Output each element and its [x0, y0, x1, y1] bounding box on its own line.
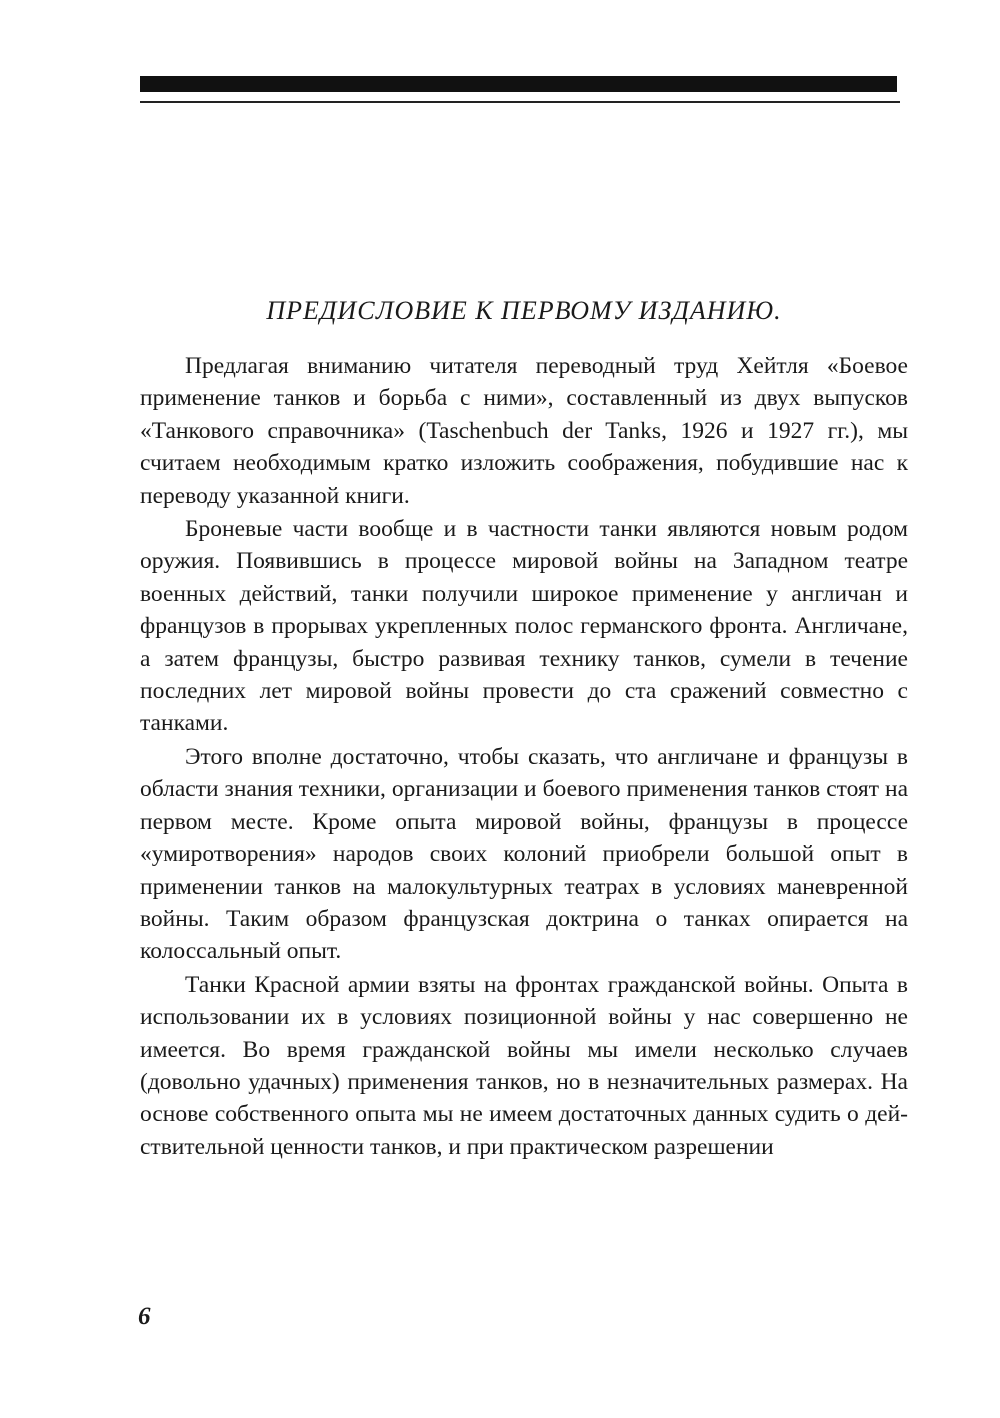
paragraph-3: Этого вполне достаточно, чтобы сказать, что англичане и французы в области знания техники, организации и боевого применения танков стоят на первом месте. Кроме опыта мировой войны, французы в процессе «умиротворения» народов своих колоний приобрели большой опыт в применении танков на малокультурных театрах в условиях маневренной войны. Таким образом французская доктрина о танках опирается на колоссальный опыт. [140, 743, 908, 965]
paragraph-2: Броневые части вообще и в частности танки являются новым родом оружия. Появившись в процессе мировой войны на Западном театре военных действий, танки получили широкое применение у англичан и французов в прорывах укрепленных полос германского фронта. Англичане, а затем французы, быстро развивая технику танков, сумели в течение последних лет мировой войны провести до ста сражений совместно с танками. [140, 516, 908, 737]
page-number: 6 [138, 1303, 151, 1330]
header-rule-thin [140, 101, 900, 103]
page-title: ПРЕДИСЛОВИЕ К ПЕРВОМУ ИЗДАНИЮ. [266, 296, 782, 325]
body-text [140, 350, 908, 1164]
paragraph-4: Танки Красной армии взяты на фронтах гражданской войны. Опыта в использовании их в условиях позиционной войны у нас совершенно не имеется. Во время гражданской войны мы имели несколько случаев (довольно удачных) применения танков, но в незначительных размерах. На основе собственного опыта мы не имеем достаточных данных судить о действительной ценности танков, и при практическом разрешении [140, 971, 908, 1160]
paragraph-1: Предлагая вниманию читателя переводный труд Хейтля «Боевое применение танков и борьба с ними», составленный из двух выпусков «Танкового справочника» (Taschenbuch der Tanks, 1926 и 1927 гг.), мы считаем необходимым кратко изложить соображения, побудившие нас к переводу указанной книги. [140, 353, 908, 509]
header-rule-thick [140, 76, 897, 92]
